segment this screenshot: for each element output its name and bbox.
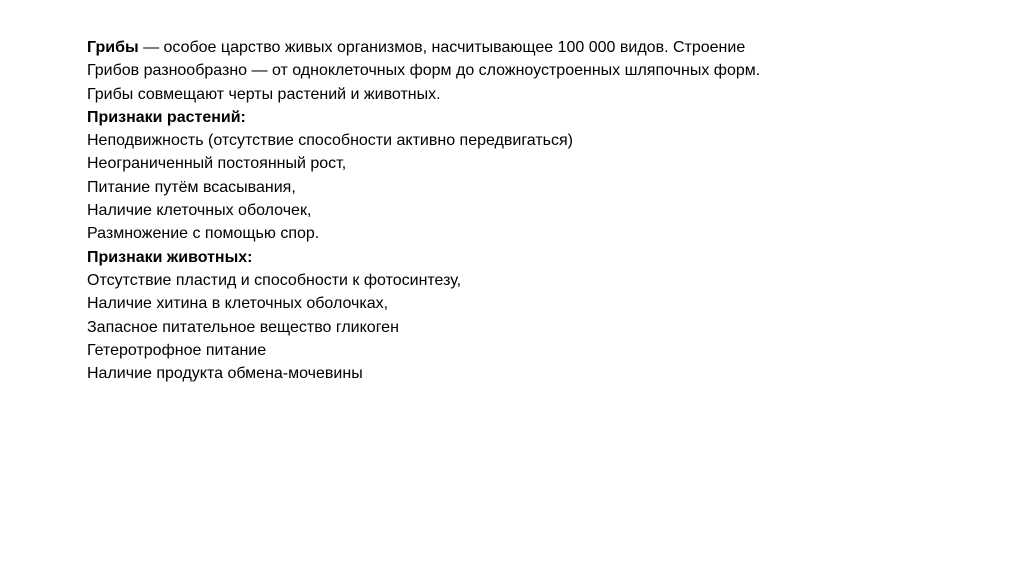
slide-text-block: [87, 36, 987, 385]
animals-item: Гетеротрофное питание: [87, 341, 267, 359]
plants-item: Неограниченный постоянный рост,: [87, 155, 347, 173]
intro-line-1: [87, 36, 987, 59]
plants-item: Размножение с помощью спор.: [87, 225, 320, 243]
plants-item: Неподвижность (отсутствие способности активно передвигаться): [87, 132, 574, 150]
animals-item: Наличие хитина в клеточных оболочках,: [87, 295, 389, 313]
animals-heading: Признаки животных:: [87, 248, 253, 266]
intro-term: Грибы: [87, 39, 139, 56]
animals-item: Запасное питательное вещество гликоген: [87, 318, 399, 336]
animals-item: Отсутствие пластид и способности к фотосинтезу,: [87, 271, 462, 289]
plants-item: Питание путём всасывания,: [87, 178, 296, 196]
intro-line-1-rest: — особое царство живых организмов, насчитывающее 100 000 видов. Строение: [138, 39, 746, 56]
plants-item: Наличие клеточных оболочек,: [87, 202, 312, 220]
intro-line-3: Грибы совмещают черты растений и животных.: [87, 85, 441, 103]
intro-line-2: Грибов разнообразно — от одноклеточных форм до сложноустроенных шляпочных форм.: [87, 62, 761, 80]
plants-heading: Признаки растений:: [87, 108, 246, 126]
animals-item: Наличие продукта обмена-мочевины: [87, 365, 363, 383]
